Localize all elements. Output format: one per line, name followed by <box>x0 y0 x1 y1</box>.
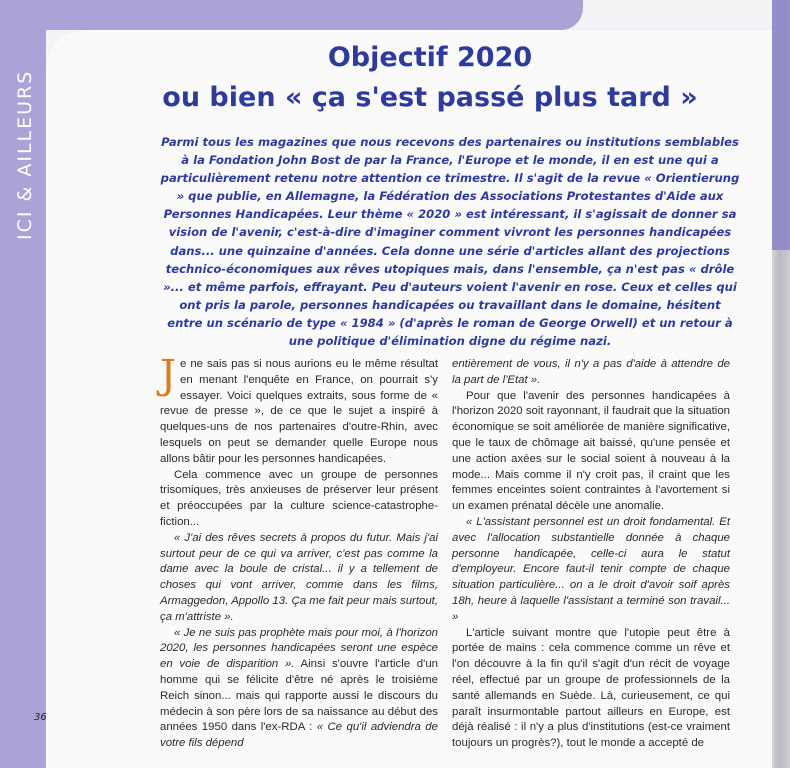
section-label <box>14 210 36 240</box>
article-column-right <box>452 357 730 752</box>
quote-paragraph-2: « L'assistant personnel est un droit fondamental. Et avec l'allocation substantielle donnée à chaque personne handicapée, celle-ci aura le statut d'employeur. Encore faut-il tenir compte de chaque situation particulière... on a le droit d'avoir soif après 18h, heure à laquelle l'assistant a terminé son travail... » <box>452 515 730 623</box>
article-title <box>150 38 710 118</box>
drop-cap: J <box>160 352 177 398</box>
quote-paragraph-1: « J'ai des rêves secrets à propos du futur. Mais j'ai surtout peur de ce qui va arriver, c'est pas comme la dame avec la boule de cristal... il y a tellement de choses qui vont arriver, comme dans les films, Armaggedon, Appollo 13. Ça me fait peur mais surtout, ça m'attriste ». <box>160 531 438 623</box>
paragraph-4: « Je ne suis pas prophète mais pour moi, à l'horizon 2020, les personnes handicapées seront une espèce en voie de disparition ». Ainsi s'ouvre l'article d'un homme qui se félicite d'être né après le troisième Reich sinon... mais qui rapporte aussi le discours du médecin à son père lors de sa naissance au début des années 1950 dans l'ex-RDA : « Ce qu'il adviendra de votre fils dépend <box>160 626 438 750</box>
page-number: 36 <box>34 712 47 723</box>
paragraph-8: L'article suivant montre que l'utopie peut être à portée de mains : cela commence comme un rêve et l'on découvre à la fin qu'il s'agit d'un récit de voyage réel, effectué par un groupe de professionnels de la santé allemands en Suède. Là, curieusement, ce qui paraît insurmontable partout ailleurs en Europe, est déjà réalisé : il n'y a plus d'institutions (est-ce vraiment toujours un progrès?), tout le monde a accepté de <box>452 626 730 750</box>
article-column-left <box>160 352 438 752</box>
paragraph-2: Cela commence avec un groupe de personnes trisomiques, très anxieuses de préserver leur présent et préoccupées par la culture science-catastrophe-fiction... <box>160 468 438 528</box>
next-page-band <box>772 0 790 250</box>
quote-continuation: entièrement de vous, il n'y a pas d'aide à attendre de la part de l'Etat ». <box>452 358 730 386</box>
paragraph-6: Pour que l'avenir des personnes handicapées à l'horizon 2020 soit rayonnant, il faudrait que la situation économique se soit améliorée de manière significative, que le taux de chômage ait baissé, qu'une pensée et une action axées sur le social soient à nouveau à la mode... Mais comme il n'y croit pas, il craint que les femmes enceintes soient contraintes à l'avortement si un examen prénatal décèle une anomalie. <box>452 389 730 513</box>
title-line-2: ou bien « ça s'est passé plus tard » <box>162 82 698 113</box>
header-band <box>0 0 583 30</box>
intro-paragraph: Parmi tous les magazines que nous recevons des partenaires ou institutions semblables à la Fondation John Bost de par la France, l'Europe et le monde, il en est une qui a particulièrement retenu notre attention ce trimestre. Il s'agit de la revue « Orientierung » que publie, en Allemagne, la Fédération des Associations Protestantes d'Aide aux Personnes Handicapées. Leur thème « 2020 » est intéressant, il s'agissait de donner sa vision de l'avenir, c'est-à-dire d'imaginer comment vivront les personnes handicapées dans... une quinzaine d'années. Cela donne une série d'articles allant des projections technico-économiques aux rêves utopiques mais, dans l'ensemble, ça n'est pas « drôle »... et même parfois, effrayant. Peu d'auteurs voient l'avenir en rose. Ceux et celles qui ont pris la parole, personnes handicapées ou travaillant dans le domaine, hésitent entre un scénario de type « 1984 » (d'après le roman de George Orwell) et un retour à une politique d'élimination digne du régime nazi. <box>160 135 740 349</box>
title-line-1: Objectif 2020 <box>327 42 533 73</box>
paragraph-1: Je ne sais pas si nous aurions eu le même résultat en menant l'enquête en France, on pourrait s'y essayer. Voici quelques extraits, sous forme de « revue de presse », de ce que le sujet a inspiré à quelques-uns de nos partenaires d'outre-Rhin, avec lesquels on peut se demander quelle Europe nous allons bâtir pour les personnes handicapées. <box>160 352 438 465</box>
